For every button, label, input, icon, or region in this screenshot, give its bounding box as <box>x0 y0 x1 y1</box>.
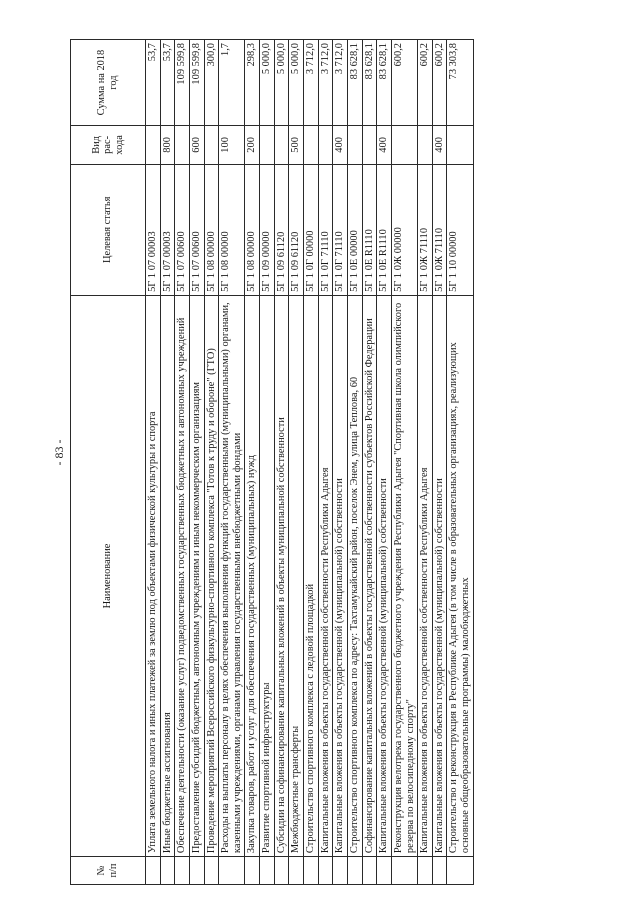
cell-sum: 600,2 <box>432 40 447 126</box>
cell-name: Реконструкция велотрека государственного бюджетного учреждения Республики Адыгея "Спортивная школа олимпийского резерва по велосипедному спорту" <box>391 295 417 856</box>
cell-sum: 83 628,1 <box>347 40 362 126</box>
cell-num <box>204 857 219 885</box>
cell-name: Закупка товаров, работ и услуг для обеспечения государственных (муниципальных) нужд <box>245 295 260 856</box>
table-row <box>377 40 392 885</box>
cell-num <box>274 857 289 885</box>
cell-num <box>189 857 204 885</box>
cell-code: 5Г 1 08 00000 <box>219 164 245 295</box>
cell-sum: 83 628,1 <box>362 40 377 126</box>
table-row <box>189 40 204 885</box>
cell-name: Развитие спортивной инфраструктуры <box>260 295 275 856</box>
cell-code: 5Г 1 07 00003 <box>146 164 161 295</box>
cell-name: Проведение мероприятий Всероссийского физкультурно-спортивного комплекса "Готов к труду и обороне" (ГТО) <box>204 295 219 856</box>
cell-num <box>318 857 333 885</box>
cell-num <box>377 857 392 885</box>
table-row <box>146 40 161 885</box>
cell-num <box>146 857 161 885</box>
cell-num <box>432 857 447 885</box>
header-name: Наименование <box>71 295 146 856</box>
cell-sum: 1,7 <box>219 40 245 126</box>
cell-num <box>447 857 473 885</box>
cell-sum: 83 628,1 <box>377 40 392 126</box>
cell-num <box>333 857 348 885</box>
cell-name: Строительство спортивного комплекса по адресу: Тахтамукайский район, поселок Энем, улица Теплова, 60 <box>347 295 362 856</box>
cell-num <box>418 857 433 885</box>
table-row <box>245 40 260 885</box>
table-row <box>274 40 289 885</box>
cell-vid: 200 <box>245 126 260 165</box>
table-row <box>219 40 245 885</box>
cell-sum: 73 303,8 <box>447 40 473 126</box>
cell-code: 5Г 1 0Г 71110 <box>318 164 333 295</box>
cell-sum: 600,2 <box>391 40 417 126</box>
cell-num <box>160 857 175 885</box>
cell-name: Предоставление субсидий бюджетным, автономным учреждениям и иным некоммерческим организациям <box>189 295 204 856</box>
page-number: - 83 - <box>52 439 66 466</box>
cell-name: Межбюджетные трансферты <box>289 295 304 856</box>
table-row <box>333 40 348 885</box>
cell-code: 5Г 1 0Ж 71110 <box>432 164 447 295</box>
cell-vid <box>175 126 190 165</box>
cell-code: 5Г 1 09 61120 <box>274 164 289 295</box>
cell-vid <box>260 126 275 165</box>
cell-code: 5Г 1 0Ж 71110 <box>418 164 433 295</box>
cell-code: 5Г 1 09 00000 <box>260 164 275 295</box>
cell-sum: 3 712,0 <box>304 40 319 126</box>
cell-num <box>304 857 319 885</box>
cell-num <box>347 857 362 885</box>
header-sum: Сумма на 2018 год <box>71 40 146 126</box>
cell-vid <box>204 126 219 165</box>
cell-sum: 109 599,8 <box>189 40 204 126</box>
budget-table <box>70 39 474 885</box>
cell-vid <box>418 126 433 165</box>
cell-code: 5Г 1 0Е R1110 <box>377 164 392 295</box>
cell-code: 5Г 1 0Ж 00000 <box>391 164 417 295</box>
cell-name: Строительство и реконструкция в Республике Адыгея (в том числе в образовательных организациях, реализующих основные общеобразовательные программы) малобюджетных <box>447 295 473 856</box>
cell-code: 5Г 1 10 00000 <box>447 164 473 295</box>
table-row <box>289 40 304 885</box>
cell-code: 5Г 1 08 00000 <box>245 164 260 295</box>
cell-vid: 500 <box>289 126 304 165</box>
table-row <box>160 40 175 885</box>
cell-name: Обеспечение деятельности (оказание услуг) подведомственных государственных бюджетных и автономных учреждений <box>175 295 190 856</box>
cell-vid: 100 <box>219 126 245 165</box>
cell-vid: 400 <box>333 126 348 165</box>
cell-vid <box>347 126 362 165</box>
cell-num <box>391 857 417 885</box>
cell-name: Расходы на выплаты персоналу в целях обеспечения выполнения функций государственными (муниципальными) органами, казенными учреждениями, органами управления государственными внебюджетными фондами <box>219 295 245 856</box>
cell-sum: 5 000,0 <box>274 40 289 126</box>
table-header-row <box>71 40 146 885</box>
cell-vid: 400 <box>432 126 447 165</box>
cell-sum: 53,7 <box>160 40 175 126</box>
table-row <box>432 40 447 885</box>
cell-name: Субсидии на софинансирование капитальных вложений в объекты муниципальной собственности <box>274 295 289 856</box>
cell-sum: 5 000,0 <box>289 40 304 126</box>
cell-code: 5Г 1 0Г 00000 <box>304 164 319 295</box>
cell-name: Софинансирование капитальных вложений в объекты государственной собственности субъектов Российской Федерации <box>362 295 377 856</box>
cell-num <box>260 857 275 885</box>
cell-name: Иные бюджетные ассигнования <box>160 295 175 856</box>
table-row <box>318 40 333 885</box>
cell-sum: 5 000,0 <box>260 40 275 126</box>
table-row <box>362 40 377 885</box>
cell-num <box>289 857 304 885</box>
cell-vid <box>146 126 161 165</box>
header-code: Целевая статья <box>71 164 146 295</box>
table-row <box>204 40 219 885</box>
cell-name: Капитальные вложения в объекты государственной (муниципальной) собственности <box>333 295 348 856</box>
table-row <box>175 40 190 885</box>
cell-vid: 400 <box>377 126 392 165</box>
cell-vid: 600 <box>189 126 204 165</box>
cell-name: Уплата земельного налога и иных платежей за землю под объектами физической культуры и спорта <box>146 295 161 856</box>
cell-sum: 53,7 <box>146 40 161 126</box>
cell-vid <box>447 126 473 165</box>
cell-code: 5Г 1 07 00003 <box>160 164 175 295</box>
cell-code: 5Г 1 0Е R1110 <box>362 164 377 295</box>
table-row <box>391 40 417 885</box>
cell-sum: 3 712,0 <box>318 40 333 126</box>
cell-num <box>219 857 245 885</box>
cell-code: 5Г 1 09 61120 <box>289 164 304 295</box>
table-row <box>347 40 362 885</box>
cell-code: 5Г 1 07 00600 <box>189 164 204 295</box>
cell-vid <box>274 126 289 165</box>
cell-name: Капитальные вложения в объекты государственной (муниципальной) собственности <box>432 295 447 856</box>
cell-sum: 109 599,8 <box>175 40 190 126</box>
cell-name: Капитальные вложения в объекты государственной собственности Республики Адыгея <box>418 295 433 856</box>
cell-sum: 600,2 <box>418 40 433 126</box>
table-row <box>447 40 473 885</box>
cell-vid <box>304 126 319 165</box>
cell-sum: 298,3 <box>245 40 260 126</box>
cell-vid <box>318 126 333 165</box>
cell-num <box>175 857 190 885</box>
cell-name: Капитальные вложения в объекты государственной (муниципальной) собственности <box>377 295 392 856</box>
cell-name: Строительство спортивного комплекса с ледовой площадкой <box>304 295 319 856</box>
cell-sum: 300,0 <box>204 40 219 126</box>
cell-vid <box>391 126 417 165</box>
table-row <box>418 40 433 885</box>
table-row <box>304 40 319 885</box>
cell-num <box>362 857 377 885</box>
cell-vid <box>362 126 377 165</box>
cell-code: 5Г 1 0Е 00000 <box>347 164 362 295</box>
table-row <box>260 40 275 885</box>
cell-sum: 3 712,0 <box>333 40 348 126</box>
header-num: № п/п <box>71 857 146 885</box>
cell-code: 5Г 1 08 00000 <box>204 164 219 295</box>
cell-name: Капитальные вложения в объекты государственной собственности Республики Адыгея <box>318 295 333 856</box>
cell-code: 5Г 1 07 00600 <box>175 164 190 295</box>
header-vid: Вид рас-хода <box>71 126 146 165</box>
cell-num <box>245 857 260 885</box>
cell-vid: 800 <box>160 126 175 165</box>
cell-code: 5Г 1 0Г 71110 <box>333 164 348 295</box>
